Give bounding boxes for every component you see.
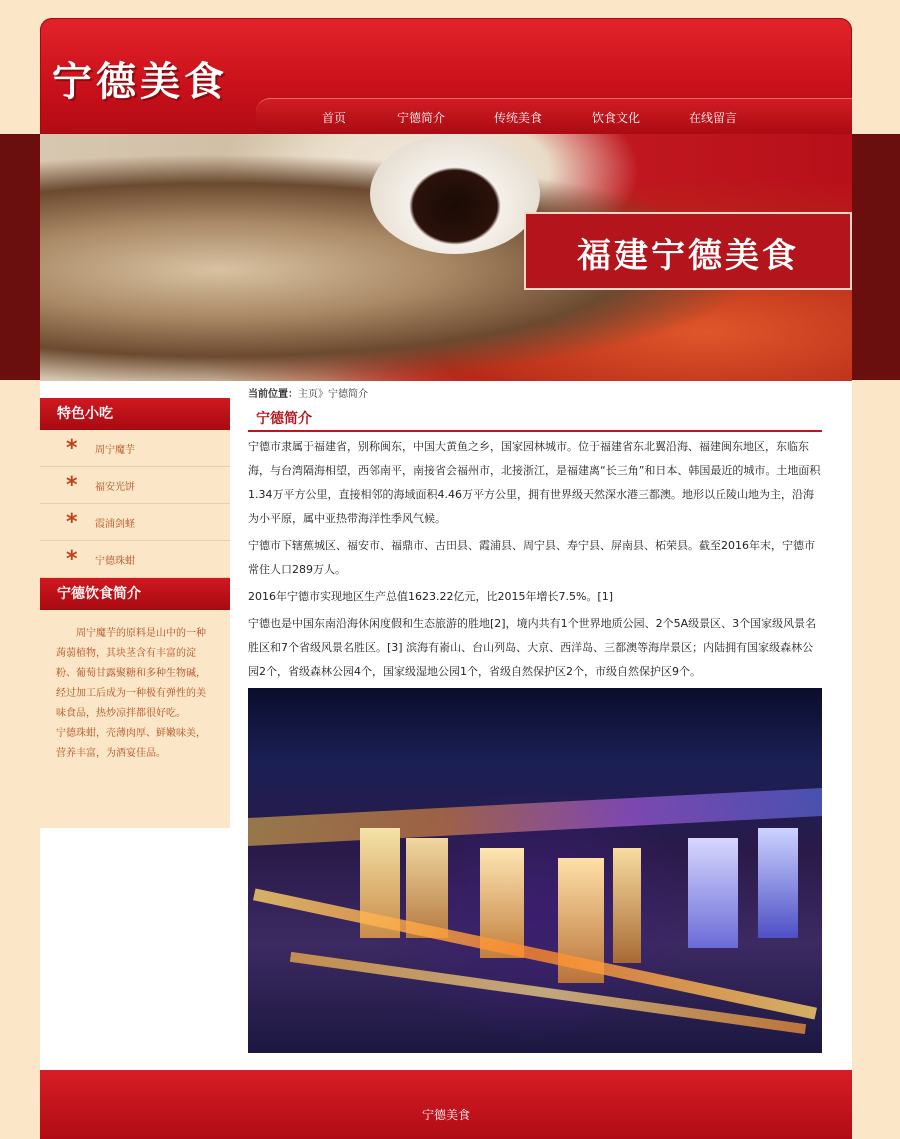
site-logo[interactable]: 宁德美食 — [52, 58, 228, 105]
food-intro-paragraph: 周宁魔芋的原料是山中的一种蒟蒻植物，其块茎含有丰富的淀粉、葡萄甘露聚糖和多种生物碱，经过加工后成为一种极有弹性的美味食品，热炒凉拌都很好吃。 — [56, 628, 206, 719]
snack-list — [40, 430, 230, 578]
nav-item-traditional-food[interactable]: 传统美食 — [494, 111, 543, 125]
snack-label[interactable]: 宁德珠蚶 — [95, 556, 135, 567]
building — [688, 838, 738, 948]
star-icon: * — [66, 473, 78, 498]
snack-item[interactable] — [40, 541, 230, 578]
star-icon: * — [66, 547, 78, 572]
food-intro-box — [40, 610, 230, 828]
article-paragraph: 宁德市下辖蕉城区、福安市、福鼎市、古田县、霞浦县、周宁县、寿宁县、屏南县、柘荣县。截至2016年末，宁德市常住人口289万人。 — [248, 539, 815, 576]
article-paragraph: 2016年宁德市实现地区生产总值1623.22亿元，比2015年增长7.5%。[1] — [248, 590, 614, 603]
snack-item[interactable] — [40, 467, 230, 504]
hero-banner — [40, 134, 852, 381]
snack-label[interactable]: 福安光饼 — [95, 482, 135, 493]
nav-item-food-culture[interactable]: 饮食文化 — [592, 111, 641, 125]
nav-item-intro[interactable]: 宁德简介 — [397, 111, 446, 125]
nav-item-home[interactable]: 首页 — [322, 111, 347, 125]
star-icon: * — [66, 510, 78, 535]
breadcrumb-path[interactable]: 主页》宁德简介 — [298, 389, 368, 400]
footer-text: 宁德美食 — [421, 1108, 470, 1122]
main-column — [248, 381, 822, 1053]
site-footer — [40, 1070, 852, 1139]
sidebar — [40, 398, 230, 828]
content-area — [40, 381, 852, 1070]
breadcrumb-label: 当前位置： — [248, 389, 298, 400]
star-icon: * — [66, 436, 78, 461]
sauce-bowl-image — [370, 134, 540, 254]
snack-label[interactable]: 霞浦剑蛏 — [95, 519, 135, 530]
snack-item[interactable] — [40, 504, 230, 541]
article-paragraph: 宁德市隶属于福建省，别称闽东，中国大黄鱼之乡，国家园林城市。位于福建省东北翼沿海、福建闽东地区，东临东海，与台湾隔海相望，西邻南平，南接省会福州市，北接浙江，是福建离“长三角”和日本、韩国最近的城市。土地面积1.34万平方公里，直接相邻的海域面积4.46万平方公里，拥有世界级天然深水港三都澳。地形以丘陵山地为主，沿海为小平原，属中亚热带海洋性季风气候。 — [248, 440, 821, 525]
snacks-heading: 特色小吃 — [40, 398, 230, 430]
building — [613, 848, 641, 963]
banner-title: 福建宁德美食 — [577, 236, 799, 276]
food-intro-paragraph: 宁德珠蚶，壳薄肉厚、鲜嫩味美，营养丰富，为酒宴佳品。 — [56, 728, 206, 759]
snack-item[interactable] — [40, 430, 230, 467]
banner-title-box — [524, 212, 852, 290]
food-intro-heading: 宁德饮食简介 — [40, 578, 230, 610]
main-nav — [256, 98, 852, 135]
article-paragraph: 宁德也是中国东南沿海休闲度假和生态旅游的胜地[2]，境内共有1个世界地质公园、2个5A级景区、3个国家级风景名胜区和7个省级风景名胜区。[3] 滨海有嵛山、台山列岛、大京、西洋岛、三都澳等海岸景区；内陆拥有国家级森林公园2个，省级森林公园4个，国家级湿地公园1个，省级自然保护区2个，市级自然保护区9个。 — [248, 617, 817, 678]
page-title: 宁德简介 — [248, 408, 822, 432]
snack-label[interactable]: 周宁魔芋 — [95, 445, 135, 456]
page-container — [40, 18, 852, 1139]
building — [758, 828, 798, 938]
nav-item-guestbook[interactable]: 在线留言 — [689, 111, 738, 125]
site-header — [40, 18, 852, 134]
breadcrumb — [248, 385, 822, 400]
city-night-photo — [248, 688, 822, 1053]
